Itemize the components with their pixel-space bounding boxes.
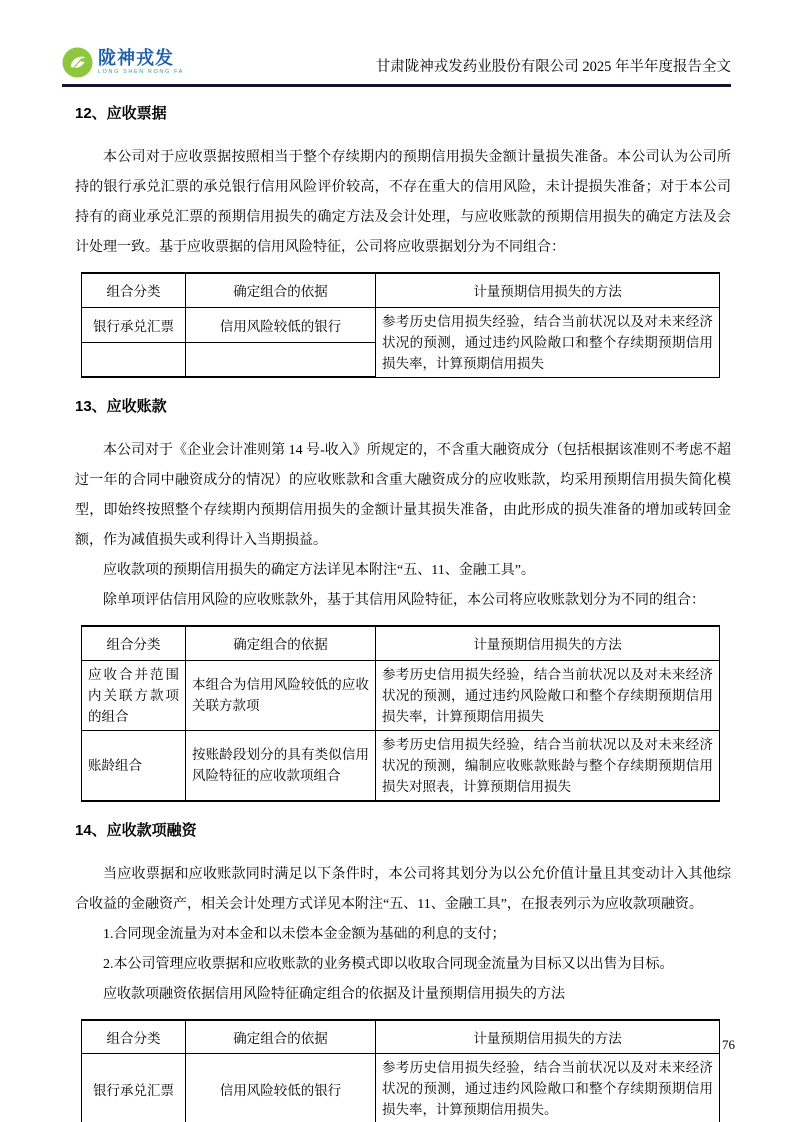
section-13-paragraph: 本公司对于《企业会计准则第 14 号-收入》所规定的，不含重大融资成分（包括根据该准则不考虑不超过一年的合同中融资成分的情况）的应收账款和含重大融资成分的应收账款，均采用预期信用损失简化模型，即始终按照整个存续期内预期信用损失的金额计量其损失准备，由此形成的损失准备的增加或转回金额，作为减值损失或利得计入当期损益。	[75, 443, 731, 548]
table-cell: 应收合并范围内关联方款项的组合	[82, 660, 186, 730]
table-header-cell: 确定组合的依据	[186, 273, 376, 307]
section-14-heading: 14、应收款项融资	[75, 821, 197, 839]
table-cell: 按账龄段划分的具有类似信用风险特征的应收款项组合	[186, 730, 376, 801]
brand-name-en: LONG SHEN RONG FA	[98, 69, 184, 76]
table-row	[82, 730, 720, 801]
section-13-accounts-receivable	[62, 395, 731, 802]
table-header-cell: 计量预期信用损失的方法	[376, 626, 720, 660]
table-cell	[186, 342, 376, 377]
accounts-receivable-portfolio-table	[81, 625, 720, 802]
table-cell: 银行承兑汇票	[82, 1054, 186, 1122]
section-13-heading: 13、应收账款	[75, 398, 167, 415]
brand-name-cn: 陇神戎发	[98, 48, 174, 69]
section-13-paragraph: 应收款项的预期信用损失的确定方法详见本附注“五、11、金融工具”。	[103, 563, 535, 578]
table-header-row	[82, 626, 720, 660]
section-14-condition-1: 1.合同现金流量为对本金和以未偿本金金额为基础的利息的支付；	[103, 926, 506, 942]
table-cell: 参考历史信用损失经验，结合当前状况以及对未来经济状况的预测，编制应收账款账龄与整个存续期预期信用损失对照表，计算预期信用损失	[376, 730, 720, 801]
table-cell: 银行承兑汇票	[82, 307, 186, 342]
section-12-heading: 12、应收票据	[75, 105, 167, 122]
table-header-row	[82, 273, 720, 307]
receivables-financing-portfolio-table	[81, 1019, 720, 1122]
section-12-notes-receivable	[62, 102, 731, 378]
table-cell: 参考历史信用损失经验，结合当前状况以及对未来经济状况的预测，通过违约风险敞口和整个存续期预期信用损失率，计算预期信用损失。	[376, 1054, 720, 1122]
table-header-cell: 确定组合的依据	[186, 626, 376, 660]
table-header-cell: 组合分类	[82, 273, 186, 307]
table-header-cell: 确定组合的依据	[186, 1020, 376, 1054]
page-number: 76	[722, 1037, 735, 1052]
table-cell: 账龄组合	[82, 730, 186, 801]
table-header-row	[82, 1020, 720, 1054]
section-14-receivables-financing	[62, 819, 731, 1122]
table-cell: 参考历史信用损失经验，结合当前状况以及对未来经济状况的预测，通过违约风险敞口和整个存续期预期信用损失率，计算预期信用损失	[376, 307, 720, 377]
table-header-cell: 组合分类	[82, 626, 186, 660]
logo-text	[98, 49, 184, 76]
table-header-cell: 组合分类	[82, 1020, 186, 1054]
table-cell: 信用风险较低的银行	[186, 1054, 376, 1122]
company-logo	[62, 47, 184, 78]
table-row	[82, 660, 720, 730]
page-header	[62, 0, 731, 87]
document-title: 甘肃陇神戎发药业股份有限公司 2025 年半年度报告全文	[375, 59, 731, 75]
table-row	[82, 1054, 720, 1122]
section-13-paragraph: 除单项评估信用风险的应收账款外，基于其信用风险特征，本公司将应收账款划分为不同的组合：	[103, 593, 705, 608]
section-12-paragraph: 本公司对于应收票据按照相当于整个存续期内的预期信用损失金额计量损失准备。本公司认为公司所持的银行承兑汇票的承兑银行信用风险评价较高，不存在重大的信用风险，未计提损失准备；对于本公司持有的商业承兑汇票的预期信用损失的确定方法及会计处理，与应收账款的预期信用损失的确定方法及会计处理一致。基于应收票据的信用风险特征，公司将应收票据划分为不同组合：	[75, 150, 731, 255]
table-cell	[82, 342, 186, 377]
section-14-condition-2: 2.本公司管理应收票据和应收账款的业务模式即以收取合同现金流量为目标又以出售为目标。	[103, 956, 674, 972]
table-cell: 信用风险较低的银行	[186, 307, 376, 342]
table-cell: 参考历史信用损失经验，结合当前状况以及对未来经济状况的预测，通过违约风险敞口和整个存续期预期信用损失率，计算预期信用损失	[376, 660, 720, 730]
logo-mark-icon	[62, 47, 93, 78]
notes-receivable-portfolio-table	[81, 272, 720, 378]
table-header-cell: 计量预期信用损失的方法	[376, 1020, 720, 1054]
table-cell: 本组合为信用风险较低的应收关联方款项	[186, 660, 376, 730]
section-14-paragraph: 当应收票据和应收账款同时满足以下条件时，本公司将其划分为以公允价值计量且其变动计入其他综合收益的金融资产，相关会计处理方式详见本附注“五、11、金融工具”，在报表列示为应收款项融资。	[75, 866, 731, 912]
table-header-cell: 计量预期信用损失的方法	[376, 273, 720, 307]
section-14-table-caption: 应收款项融资依据信用风险特征确定组合的依据及计量预期信用损失的方法	[103, 986, 565, 1002]
table-row	[82, 307, 720, 342]
